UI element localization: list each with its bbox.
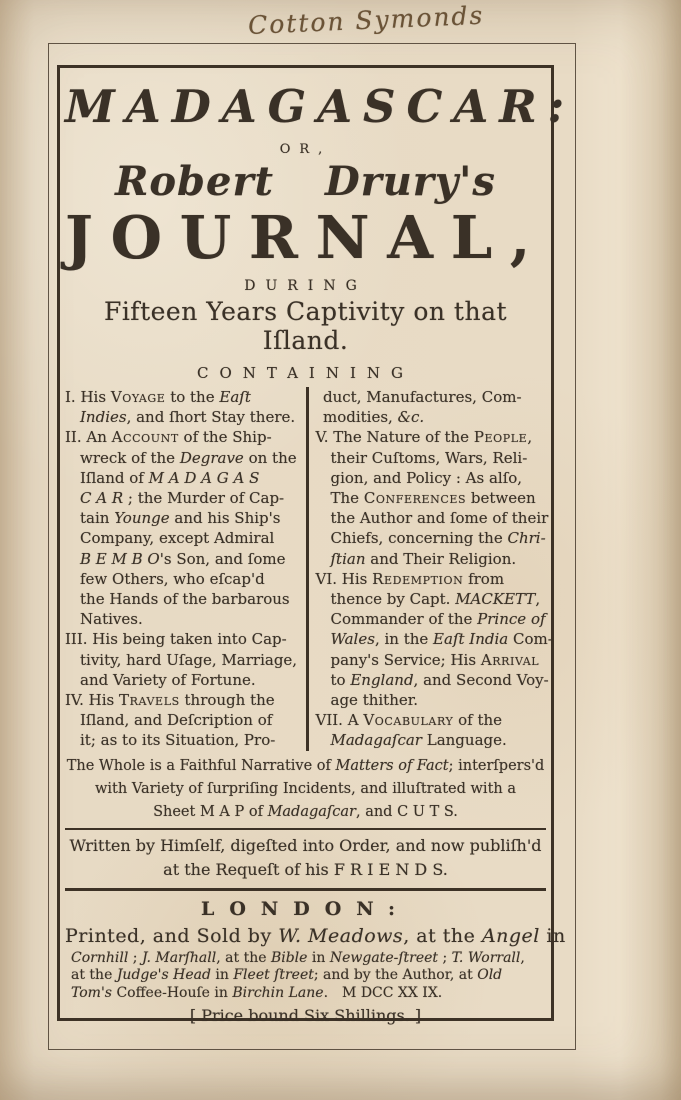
text-line: tivity, hard Uſage, Marriage, (65, 650, 298, 669)
text-line: their Cuſtoms, Wars, Reli- (315, 448, 528, 467)
contents-right-column (306, 387, 553, 751)
text-line: VII. A Vocabulary of the (315, 711, 503, 730)
price-line: [ Price bound Six Shillings. ] (189, 1006, 422, 1026)
journal-title: JOURNAL, (65, 203, 549, 272)
text-line: with Variety of ſurpriſing Incidents, and illuſtrated with a (95, 780, 516, 797)
text-line: II. An Account of the Ship- (65, 428, 272, 447)
text-line: VI. His Redemption from (315, 569, 505, 588)
inner-border (57, 65, 576, 1026)
text-line: pany's Service; His Arrival (315, 650, 540, 669)
containing-label: CONTAINING (197, 364, 414, 382)
during-label: DURING (244, 278, 367, 294)
text-line: to England, and Second Voy- (315, 670, 549, 689)
imprint-paragraph (65, 923, 566, 1003)
text-line: Iſland of M A D A G A S (65, 468, 260, 487)
text-line: Cornhill ; J. Marſhall, at the Bible in Newgate-ſtreet ; T. Worrall, (71, 949, 525, 966)
text-line: tain Younge and his Ship's (65, 509, 281, 528)
text-line: Written by Himſelf, digeſted into Order, and now publiſh'd (69, 835, 542, 855)
text-line: duct, Manufactures, Com- (315, 388, 522, 406)
text-line: Tom's Coffee-Houſe in Birchin Lane. M DCC XX IX. (71, 984, 443, 1001)
text-line: Natives. (65, 610, 143, 629)
narrative-paragraph (65, 755, 546, 824)
text-line: Indies, and ſhort Stay there. (80, 408, 296, 427)
imprint-city: LONDON: (200, 897, 410, 920)
text-line: IV. His Travels through the (65, 691, 275, 710)
text-line: Madagaſcar Language. (330, 731, 507, 750)
text-line: and Variety of Fortune. (65, 670, 256, 689)
title-main: MADAGASCAR: (65, 80, 576, 133)
text-line: at the Requeſt of his F R I E N D S. (163, 859, 448, 879)
outer-border (48, 43, 576, 1050)
text-line: the Author and ſome of their (315, 509, 549, 528)
text-line: Chiefs, concerning the Chri- (315, 529, 546, 548)
horizontal-rule-thick (65, 888, 546, 891)
text-line: III. His being taken into Cap- (65, 630, 287, 649)
text-line: The Whole is a Faithful Narrative of Matters of Fact; interſpers'd (66, 757, 545, 774)
text-line: Company, except Admiral (65, 529, 275, 548)
text-line: wreck of the Degrave on the (65, 448, 297, 467)
text-line: at the Judge's Head in Fleet ſtreet; and by the Author, at Old (71, 967, 503, 984)
text-line: Printed, and Sold by W. Meadows, at the Angel in (65, 924, 566, 947)
text-line: it; as to its Situation, Pro- (65, 731, 276, 750)
horizontal-rule (65, 828, 546, 830)
contents-left-column (65, 387, 306, 751)
text-line: Wales, in the Eaſt India Com- (330, 630, 553, 649)
text-line: age thither. (315, 691, 419, 710)
text-line: The Conferences between (315, 489, 536, 508)
handwritten-inscription: Cotton Symonds (247, 0, 485, 40)
text-line: few Others, who eſcap'd (65, 569, 265, 588)
contents-list (65, 387, 553, 751)
text-line: the Hands of the barbarous (65, 590, 290, 609)
text-line: B E M B O's Son, and ſome (80, 549, 286, 568)
text-line: gion, and Policy : As alſo, (315, 468, 523, 487)
or-label: OR, (279, 142, 332, 157)
text-line: modities, &c. (315, 408, 425, 427)
text-line: C A R ; the Murder of Cap- (80, 489, 285, 508)
text-line: Commander of the Prince of (315, 610, 546, 629)
written-by-paragraph (65, 834, 546, 882)
text-line: I. His Voyage to the Eaſt (65, 388, 251, 406)
text-line: Iſland, and Deſcription of (65, 711, 273, 730)
author-name: Robert Drury's (115, 158, 496, 205)
text-line: V. The Nature of the People, (315, 428, 533, 447)
text-line: ſtian and Their Religion. (330, 549, 517, 568)
subtitle: Fifteen Years Captivity on that Iſland. (103, 297, 508, 355)
text-line: thence by Capt. MACKETT, (315, 590, 541, 609)
text-line: Sheet M A P of Madagaſcar, and C U T S. (153, 803, 458, 820)
